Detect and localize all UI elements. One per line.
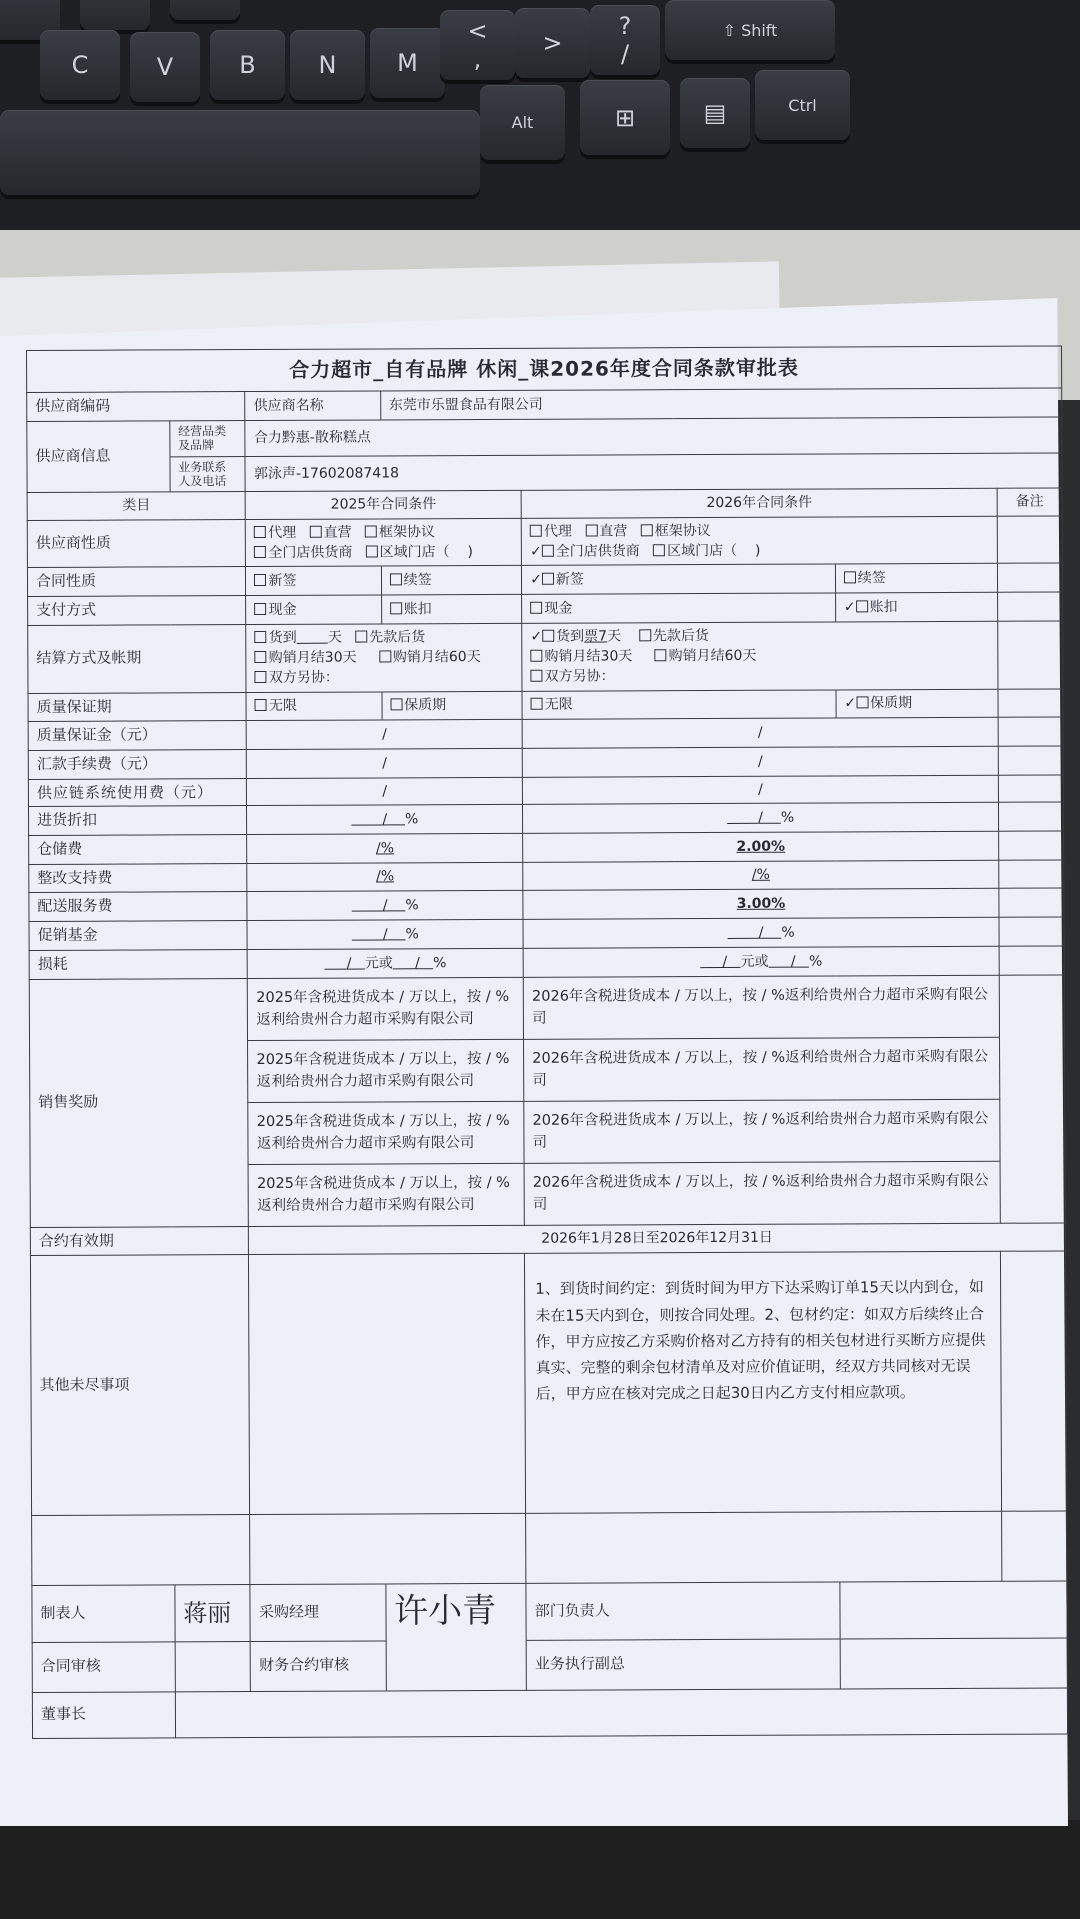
remarks-cell xyxy=(997,516,1062,564)
checkbox-icon[interactable] xyxy=(255,603,267,615)
checkbox-icon[interactable] xyxy=(355,630,367,642)
rectify-fee-2026: /% xyxy=(523,860,999,891)
chain-fee-label: 供应链系统使用费（元） xyxy=(28,778,247,806)
check-mark-icon: ✓ xyxy=(843,599,856,616)
purchase-manager-signature: 许小青 xyxy=(385,1584,526,1641)
checkbox-icon[interactable] xyxy=(366,545,378,557)
maker-signature: 蒋丽 xyxy=(175,1585,251,1642)
remit-fee-label: 汇款手续费（元） xyxy=(28,750,247,780)
remarks-header: 备注 xyxy=(997,488,1062,516)
remarks-cell xyxy=(998,621,1063,689)
delivery-fee-2025: / % xyxy=(247,891,523,921)
sales-reward-2025-tier3: 2025年含税进货成本 / 万以上，按 / %返利给贵州合力超市采购有限公司 xyxy=(248,1101,524,1164)
settlement-label: 结算方式及帐期 xyxy=(28,624,247,693)
promo-fund-label: 促销基金 xyxy=(29,921,248,951)
checkbox-icon[interactable] xyxy=(856,600,868,612)
checkbox-icon[interactable] xyxy=(255,671,267,683)
menu-key-icon: ▤ xyxy=(680,78,750,148)
checkbox-icon[interactable] xyxy=(530,524,542,536)
blank-label-cell xyxy=(32,1515,251,1586)
rectify-fee-2025: /% xyxy=(247,862,523,892)
remarks-cell xyxy=(998,592,1063,621)
storage-fee-2026: 2.00% xyxy=(523,831,999,862)
contract-new-2026: ✓ 新签 xyxy=(522,564,836,594)
checkbox-icon[interactable] xyxy=(641,524,653,536)
discount-2025: / % xyxy=(247,804,523,834)
remarks-cell xyxy=(998,746,1063,775)
remit-fee-2026: / xyxy=(522,746,998,777)
deposit-2026: / xyxy=(522,718,998,749)
rectify-fee-label: 整改支持费 xyxy=(29,863,248,893)
key-gt: > xyxy=(515,8,590,78)
check-mark-icon: ✓ xyxy=(530,543,542,560)
purchase-manager-label: 采购经理 xyxy=(250,1584,385,1641)
vice-exec-sign-cell xyxy=(840,1638,1067,1689)
sales-reward-2025-tier4: 2025年含税进货成本 / 万以上，按 / %返利给贵州合力超市采购有限公司 xyxy=(248,1163,524,1226)
key-question: ? / xyxy=(590,5,660,75)
key-alt: Alt xyxy=(480,85,565,160)
checkbox-icon[interactable] xyxy=(585,524,597,536)
chain-fee-2026: / xyxy=(523,775,999,804)
other-matters-label: 其他未尽事项 xyxy=(30,1255,250,1516)
checkbox-icon[interactable] xyxy=(653,544,665,556)
deposit-label: 质量保证金（元） xyxy=(28,721,247,751)
sales-reward-2026-tier1: 2026年含税进货成本 / 万以上，按 / %返利给贵州合力超市采购有限公司 xyxy=(523,975,999,1039)
remit-fee-2025: / xyxy=(247,748,523,778)
contract-nature-label: 合同性质 xyxy=(27,567,246,597)
header-2026: 2026年合同条件 xyxy=(521,489,997,518)
loss-2026: / 元或 / % xyxy=(523,946,999,977)
dept-head-label: 部门负责人 xyxy=(526,1582,840,1640)
key-space xyxy=(0,110,480,195)
category-brand-value: 合力黔惠-散称糕点 xyxy=(245,417,1062,456)
vice-exec-label: 业务执行副总 xyxy=(526,1639,840,1690)
discount-2026: / % xyxy=(523,802,999,833)
checkbox-icon[interactable] xyxy=(856,697,868,709)
warranty-period-2025: 保质期 xyxy=(382,691,523,720)
chairman-label: 董事长 xyxy=(32,1692,175,1739)
finance-review-label: 财务合约审核 xyxy=(251,1641,386,1692)
chain-fee-2025: / xyxy=(247,777,523,805)
checkbox-icon[interactable] xyxy=(255,699,267,711)
checkbox-icon[interactable] xyxy=(530,601,542,613)
dept-head-sign-cell xyxy=(840,1581,1067,1638)
chairman-sign-cell xyxy=(175,1688,1067,1738)
key-partial xyxy=(80,0,150,30)
checkbox-icon[interactable] xyxy=(542,573,554,585)
validity-value: 2026年1月28日至2026年12月31日 xyxy=(249,1223,1066,1255)
key-c: C xyxy=(40,30,120,100)
remarks-cell xyxy=(1002,1511,1067,1581)
key-partial xyxy=(170,0,240,20)
remarks-cell xyxy=(997,563,1062,592)
checkbox-icon[interactable] xyxy=(254,546,266,558)
discount-label: 进货折扣 xyxy=(28,806,247,836)
sales-reward-2026-tier4: 2026年含税进货成本 / 万以上，按 / %返利给贵州合力超市采购有限公司 xyxy=(524,1161,1000,1225)
supplier-nature-2026: 代理 直营 框架协议 ✓ 全门店供货商 区域门店（ ) xyxy=(521,516,997,566)
deposit-2025: / xyxy=(247,720,523,750)
promo-fund-2026: / % xyxy=(523,917,999,948)
checkbox-icon[interactable] xyxy=(254,574,266,586)
contact-value: 郭泳声-17602087418 xyxy=(245,453,1062,492)
check-mark-icon: ✓ xyxy=(530,571,542,588)
key-lt: < , xyxy=(440,10,515,80)
sales-reward-2026-tier2: 2026年含税进货成本 / 万以上，按 / %返利给贵州合力超市采购有限公司 xyxy=(524,1037,1000,1101)
bottom-shadow xyxy=(0,1820,1080,1919)
sales-reward-2025-tier2: 2025年含税进货成本 / 万以上，按 / %返利给贵州合力超市采购有限公司 xyxy=(248,1039,524,1102)
header-2025: 2025年合同条件 xyxy=(246,491,522,519)
checkbox-icon[interactable] xyxy=(255,651,267,663)
key-n: N xyxy=(290,30,365,100)
remarks-cell xyxy=(999,917,1064,946)
approval-form xyxy=(26,345,1068,1780)
remarks-cell xyxy=(999,831,1064,860)
sales-reward-label: 销售奖励 xyxy=(29,978,249,1227)
checkbox-icon[interactable] xyxy=(390,573,402,585)
checkbox-icon[interactable] xyxy=(310,525,322,537)
warranty-label: 质量保证期 xyxy=(28,692,247,722)
loss-label: 损耗 xyxy=(29,949,248,979)
warranty-unlimited-2026: 无限 xyxy=(522,690,836,720)
checkbox-icon[interactable] xyxy=(639,629,651,641)
category-brand-label: 经营品类及品牌 xyxy=(170,420,246,456)
blank-cell xyxy=(526,1512,1002,1584)
checkbox-icon[interactable] xyxy=(379,650,391,662)
checkbox-icon[interactable] xyxy=(542,545,554,557)
checkbox-icon[interactable] xyxy=(531,698,543,710)
supplier-nature-2025: 代理 直营 框架协议 全门店供货商 区域门店（ ) xyxy=(246,518,522,567)
remarks-cell xyxy=(1000,1251,1066,1511)
supplier-name-label: 供应商名称 xyxy=(245,391,380,420)
remarks-cell xyxy=(999,888,1064,917)
checkbox-icon[interactable] xyxy=(365,525,377,537)
remarks-cell xyxy=(998,775,1063,803)
checkbox-icon[interactable] xyxy=(542,629,554,641)
checkbox-icon[interactable] xyxy=(844,571,856,583)
delivery-fee-label: 配送服务费 xyxy=(29,892,248,922)
checkbox-icon[interactable] xyxy=(255,631,267,643)
contract-new-2025: 新签 xyxy=(246,566,381,595)
other-matters-text: 1、到货时间约定：到货时间为甲方下达采购订单15天以内到仓，如未在15天内到仓，则按合同处理。2、包材约定：如双方后续终止合作，甲方应按乙方采购价格对乙方持有的相关包材进行买断方应提供真实、完整的剩余包材清单及对应价值证明，经双方共同核对无误后，甲方应在核对完成之日起30日内乙方支付相应款项。 xyxy=(525,1252,1002,1514)
supplier-code-label: 供应商编码 xyxy=(27,392,246,422)
blank-cell xyxy=(250,1514,526,1585)
check-mark-icon: ✓ xyxy=(844,695,857,712)
remarks-cell xyxy=(998,689,1063,718)
finance-review-sign-cell xyxy=(386,1640,527,1691)
key-v: V xyxy=(130,32,200,102)
contract-review-label: 合同审核 xyxy=(32,1642,175,1693)
windows-key-icon: ⊞ xyxy=(580,80,670,155)
payment-label: 支付方式 xyxy=(28,595,247,625)
contract-review-sign-cell xyxy=(175,1641,251,1691)
payment-cash-2026: 现金 xyxy=(522,593,836,623)
remarks-cell xyxy=(999,860,1064,889)
checkbox-icon[interactable] xyxy=(655,649,667,661)
contact-label: 业务联系人及电话 xyxy=(170,456,246,492)
remarks-cell xyxy=(998,717,1063,746)
contract-renew-2025: 续签 xyxy=(381,566,522,595)
storage-fee-label: 仓储费 xyxy=(29,834,248,864)
other-matters-2025 xyxy=(249,1254,526,1515)
checkbox-icon[interactable] xyxy=(530,650,542,662)
form-title: 合力超市_自有品牌 休闲_课2026年度合同条款审批表 xyxy=(27,346,1062,393)
checkbox-icon[interactable] xyxy=(390,699,402,711)
approval-table xyxy=(26,345,1068,1738)
warranty-unlimited-2025: 无限 xyxy=(246,692,381,721)
settlement-2025: 货到 天 先款后货 购销月结30天 购销月结60天 双方另协： xyxy=(246,623,522,692)
validity-label: 合约有效期 xyxy=(30,1226,249,1256)
key-shift: ⇧ Shift xyxy=(665,0,835,60)
settlement-2026: ✓ 货到票7天 先款后货 购销月结30天 购销月结60天 双方另协： xyxy=(522,621,998,691)
warranty-period-2026: ✓ 保质期 xyxy=(836,689,998,718)
payment-account-2026: ✓ 账扣 xyxy=(835,592,997,621)
maker-label: 制表人 xyxy=(32,1585,175,1642)
category-header: 类目 xyxy=(27,492,246,520)
payment-cash-2025: 现金 xyxy=(246,595,381,624)
loss-2025: / 元或 / % xyxy=(248,948,524,978)
remarks-cell xyxy=(998,802,1063,831)
sales-reward-2026-tier3: 2026年含税进货成本 / 万以上，按 / %返利给贵州合力超市采购有限公司 xyxy=(524,1099,1000,1163)
checkbox-icon[interactable] xyxy=(531,670,543,682)
shift-icon: ⇧ xyxy=(722,20,736,40)
supplier-name-value: 东莞市乐盟食品有限公司 xyxy=(380,388,1062,420)
key-ctrl: Ctrl xyxy=(755,70,850,140)
promo-fund-2025: / % xyxy=(247,919,523,949)
contract-renew-2026: 续签 xyxy=(835,563,997,592)
remarks-cell xyxy=(999,946,1064,975)
remarks-cell xyxy=(999,975,1065,1223)
key-b: B xyxy=(210,30,285,100)
storage-fee-2025: /% xyxy=(247,833,523,863)
supplier-nature-label: 供应商性质 xyxy=(27,519,246,568)
supplier-info-label: 供应商信息 xyxy=(27,421,170,493)
key-m: M xyxy=(370,28,445,98)
payment-account-2025: 账扣 xyxy=(381,594,522,623)
checkbox-icon[interactable] xyxy=(390,602,402,614)
delivery-fee-2026: 3.00% xyxy=(523,889,999,920)
check-mark-icon: ✓ xyxy=(530,628,543,645)
sales-reward-2025-tier1: 2025年含税进货成本 / 万以上，按 / %返利给贵州合力超市采购有限公司 xyxy=(248,977,524,1040)
checkbox-icon[interactable] xyxy=(254,526,266,538)
